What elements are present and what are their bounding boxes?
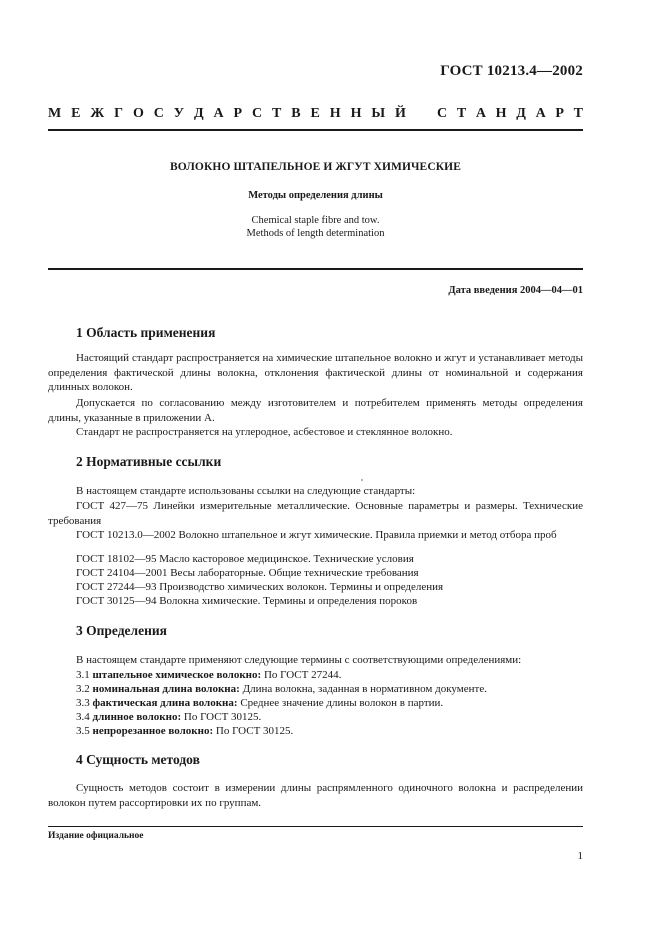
section-4-paragraph-1: Сущность методов состоит в измерении длины распрямленного одиночного волокна и распределении волокон путем рассортировки их по группам.: [48, 782, 583, 809]
banner-letter: С: [153, 106, 164, 121]
reference-gost-24104: ГОСТ 24104—2001 Весы лабораторные. Общие технические требования: [76, 567, 419, 579]
banner-letter: У: [173, 106, 185, 121]
section-1-heading: 1 Область применения: [76, 325, 216, 340]
banner-letter: Е: [310, 106, 320, 121]
definition-term: номинальная длина волокна:: [92, 683, 240, 695]
banner-letter: Р: [555, 106, 564, 121]
document-title: ВОЛОКНО ШТАПЕЛЬНОЕ И ЖГУТ ХИМИЧЕСКИЕ: [170, 161, 461, 173]
section-3-intro: В настоящем стандарте применяют следующие термины с соответствующими определениями:: [76, 654, 522, 666]
banner-letter: Ы: [371, 106, 386, 121]
definition-term: штапельное химическое волокно:: [92, 669, 262, 681]
banner-word-standard: [437, 106, 583, 122]
definition-3-5: [76, 724, 583, 739]
official-edition-label: Издание официальное: [48, 831, 144, 841]
banner-letter: Д: [516, 106, 526, 121]
english-title: [48, 214, 583, 240]
section-1-paragraph-1: Настоящий стандарт распространяется на химические штапельное волокно и жгут и устанавливает методы определения фактической длины волокна, отклонения фактической длины от номинальной и содержания длинных волокон.: [48, 352, 583, 394]
section-1-paragraph-2: Допускается по согласованию между изготовителем и потребителем применять методы определения длины, указанные в приложении А.: [48, 397, 583, 424]
top-rule: [48, 129, 583, 131]
section-4-heading: 4 Сущность методов: [76, 752, 200, 767]
definition-term: фактическая длина волокна:: [92, 697, 238, 709]
reference-gost-427: ГОСТ 427—75 Линейки измерительные металлические. Основные параметры и размеры. Технические требования: [48, 500, 583, 527]
banner-letter: М: [48, 106, 62, 121]
banner-letter: Т: [456, 106, 467, 121]
english-title-line1: Chemical staple fibre and tow.: [251, 215, 380, 226]
banner-letter: А: [475, 106, 486, 121]
banner-letter: С: [252, 106, 263, 121]
definition-text: По ГОСТ 30125.: [215, 725, 294, 737]
definition-term: непрорезанное волокно:: [92, 725, 214, 737]
definition-number: 3.2: [76, 683, 90, 695]
banner-letter: Е: [71, 106, 81, 121]
banner-word-interstate: [48, 106, 406, 122]
banner-letter: Д: [193, 106, 204, 121]
definition-number: 3.1: [76, 669, 90, 681]
definition-term: длинное волокно:: [92, 711, 182, 723]
definition-number: 3.5: [76, 725, 90, 737]
banner-letter: А: [535, 106, 546, 121]
banner-letter: А: [213, 106, 224, 121]
section-3-heading: 3 Определения: [76, 623, 167, 638]
english-title-line2: Methods of length determination: [246, 228, 385, 239]
definition-3-2: [76, 682, 583, 697]
definition-number: 3.4: [76, 711, 90, 723]
definition-3-3: [76, 696, 583, 711]
banner-letter: Н: [329, 106, 341, 121]
reference-gost-18102: ГОСТ 18102—95 Масло касторовое медицинское. Технические условия: [76, 553, 414, 565]
banner-letter: Ж: [90, 106, 105, 121]
scan-dot: [361, 479, 363, 481]
banner-letter: Н: [495, 106, 507, 121]
banner-letter: Й: [395, 106, 406, 121]
banner-letter: С: [437, 106, 448, 121]
definition-text: Длина волокна, заданная в нормативном документе.: [242, 683, 487, 695]
reference-gost-30125: ГОСТ 30125—94 Волокна химические. Термины и определения пороков: [76, 595, 418, 607]
document-subtitle: Методы определения длины: [248, 190, 383, 201]
footer-rule: [48, 826, 583, 827]
section-2-intro: В настоящем стандарте использованы ссылки на следующие стандарты:: [76, 485, 416, 497]
definition-text: По ГОСТ 30125.: [183, 711, 262, 723]
definition-number: 3.3: [76, 697, 90, 709]
section-2-heading: 2 Нормативные ссылки: [76, 454, 222, 469]
banner-letter: Н: [350, 106, 362, 121]
reference-gost-27244: ГОСТ 27244—93 Производство химических волокон. Термины и определения: [76, 581, 444, 593]
document-code: ГОСТ 10213.4—2002: [440, 63, 583, 79]
banner-letter: Р: [233, 106, 243, 121]
definition-3-4: [76, 710, 583, 725]
standard-banner: [48, 106, 583, 122]
banner-letter: Т: [272, 106, 282, 121]
definition-text: Среднее значение длины волокон в партии.: [240, 697, 444, 709]
banner-letter: В: [291, 106, 301, 121]
reference-gost-10213-0: ГОСТ 10213.0—2002 Волокно штапельное и жгут химические. Правила приемки и метод отбора проб: [76, 529, 557, 541]
banner-letter: О: [132, 106, 144, 121]
definition-3-1: [76, 668, 583, 683]
date-of-introduction: Дата введения 2004—04—01: [448, 285, 583, 296]
page-number: 1: [577, 850, 583, 862]
section-1-paragraph-3: Стандарт не распространяется на углеродное, асбестовое и стеклянное волокно.: [76, 426, 453, 438]
definition-text: По ГОСТ 27244.: [263, 669, 342, 681]
banner-letter: Т: [573, 106, 583, 121]
middle-rule: [48, 268, 583, 270]
banner-letter: Г: [114, 106, 124, 121]
